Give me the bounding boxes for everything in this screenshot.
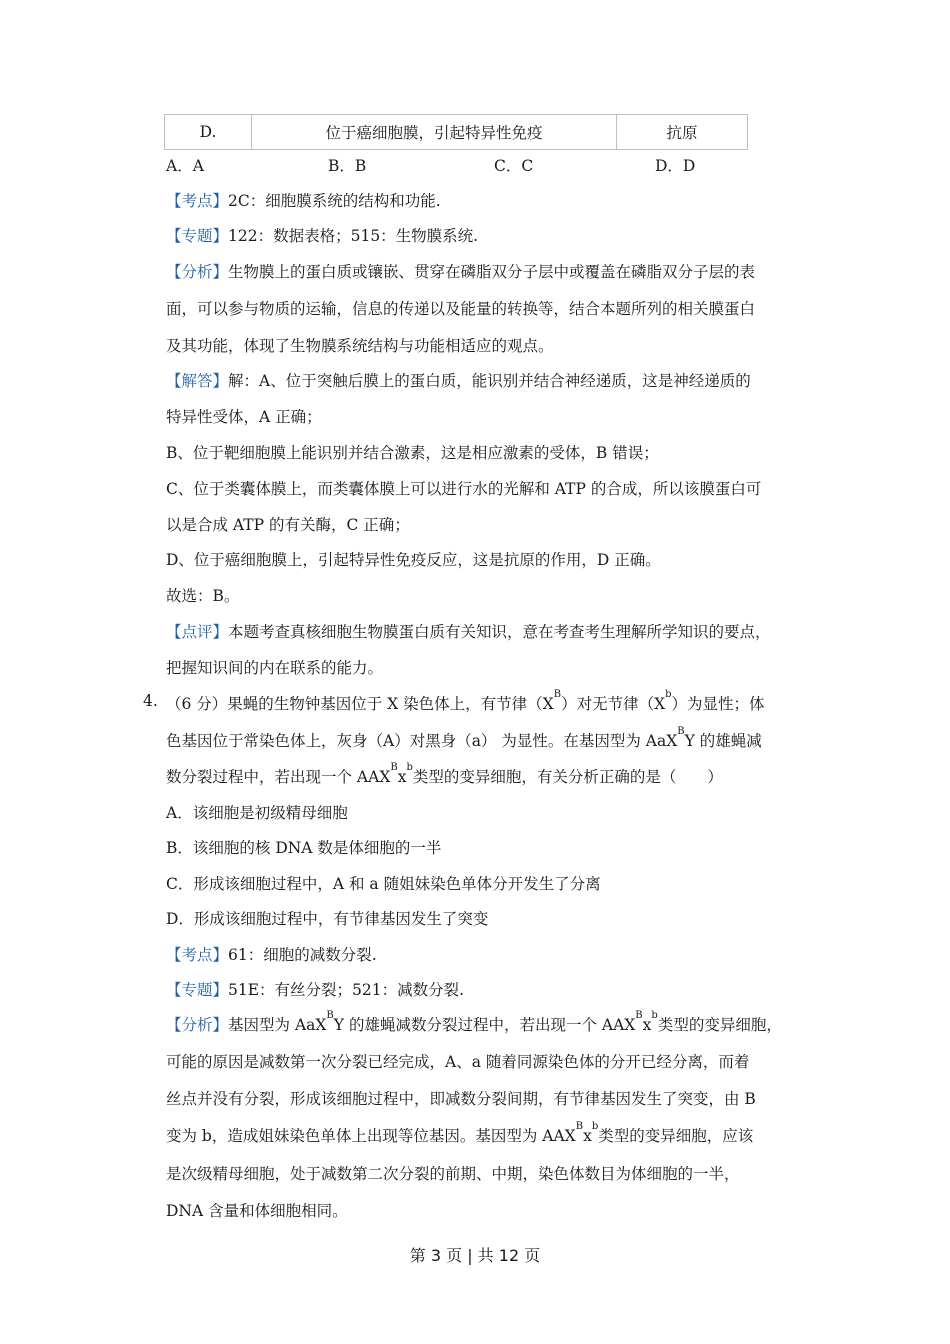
q4-zhuanti-tag: 【专题】 — [166, 981, 229, 999]
superscript: B — [326, 1010, 334, 1021]
q4-fenxi-tag: 【分析】 — [166, 1016, 229, 1034]
q4-kaodian-tag: 【考点】 — [166, 946, 229, 964]
q4-fenxi-line: DNA 含量和体细胞相同。 — [166, 1202, 348, 1220]
choice-b: B．B — [328, 157, 367, 175]
q3-fenxi — [166, 260, 755, 282]
q3-dianping — [166, 620, 771, 642]
q4-fenxi-line — [166, 1121, 754, 1146]
q4-fenxi-text: x — [642, 1016, 652, 1034]
superscript: B — [635, 1010, 643, 1021]
q3-jieda-tag: 【解答】 — [166, 372, 229, 390]
superscript: b — [665, 689, 672, 700]
q4-fenxi-text: 类型的变异细胞， — [657, 1016, 782, 1034]
q3-jieda-line: 以是合成 ATP 的有关酶，C 正确； — [166, 516, 410, 534]
q3-dianping-tag: 【点评】 — [166, 623, 229, 641]
q4-option-c: C．形成该细胞过程中，A 和 a 随姐妹染色单体分开发生了分离 — [166, 875, 601, 893]
superscript: B — [677, 726, 685, 737]
q3-fenxi-line: 生物膜上的蛋白质或镶嵌、贯穿在磷脂双分子层中或覆盖在磷脂双分子层的表 — [228, 263, 756, 281]
q4-fenxi-line: 丝点并没有分裂，形成该细胞过程中，即减数分裂间期，有节律基因发生了突变，由 B — [166, 1090, 756, 1108]
superscript: B — [575, 1121, 584, 1132]
q4-option-d: D．形成该细胞过程中，有节律基因发生了突变 — [166, 910, 489, 928]
superscript: B — [553, 689, 562, 700]
q3-zhuanti-text: 122：数据表格；515：生物膜系统. — [228, 227, 479, 245]
q3-jieda-line: B、位于靶细胞膜上能识别并结合激素，这是相应激素的受体，B 错误； — [166, 444, 659, 462]
q4-zhuanti — [166, 978, 464, 1000]
q4-stem-line — [166, 726, 762, 751]
q3-jieda — [166, 369, 751, 391]
choice-c: C．C — [494, 157, 534, 175]
q4-stem-text: ）对无节律（X — [561, 695, 666, 713]
table-cell-desc: 位于癌细胞膜，引起特异性免疫 — [252, 115, 617, 150]
q3-dianping-line: 把握知识间的内在联系的能力。 — [166, 659, 384, 677]
q4-fenxi-text: Y 的雄蝇减数分裂过程中，若出现一个 AAX — [333, 1016, 636, 1034]
choice-d: D．D — [655, 157, 696, 175]
q4-fenxi-line: 可能的原因是减数第一次分裂已经完成，A、a 随着同源染色体的分开已经分离，而着 — [166, 1053, 750, 1071]
q4-fenxi-text: x — [583, 1127, 592, 1145]
q4-fenxi-line: 是次级精母细胞，处于减数第二次分裂的前期、中期，染色体数目为体细胞的一半， — [166, 1165, 740, 1183]
q4-stem-text: ）为显性；体 — [671, 695, 765, 713]
choice-a: A．A — [166, 157, 204, 175]
q3-zhuanti — [166, 224, 478, 246]
q4-fenxi-text: 基因型为 AaX — [228, 1016, 327, 1034]
q4-option-a: A．该细胞是初级精母细胞 — [166, 804, 348, 822]
q4-stem-text: 类型的变异细胞，有关分析正确的是（ ） — [412, 768, 723, 786]
q4-fenxi-text: 变为 b，造成姐妹染色单体上出现等位基因。基因型为 AAX — [166, 1127, 576, 1145]
q3-jieda-line: 特异性受体，A 正确； — [166, 408, 322, 426]
q4-fenxi-text: 类型的变异细胞，应该 — [598, 1127, 754, 1145]
q3-kaodian — [166, 189, 441, 211]
q4-option-b: B．该细胞的核 DNA 数是体细胞的一半 — [166, 839, 442, 857]
q3-dianping-line: 本题考查真核细胞生物膜蛋白质有关知识，意在考查考生理解所学知识的要点， — [228, 623, 771, 641]
q4-fenxi — [166, 1010, 782, 1035]
superscript: b — [591, 1121, 599, 1132]
page-footer: 第 3 页 | 共 12 页 — [409, 1246, 541, 1265]
option-table — [164, 114, 748, 150]
q4-stem-text: Y 的雄蝇减 — [684, 732, 762, 750]
q4-stem-line — [166, 689, 765, 714]
q4-stem-text: 色基因位于常染色体上，灰身（A）对黑身（a） 为显性。在基因型为 AaX — [166, 732, 678, 750]
table-cell-letter: D. — [165, 115, 252, 150]
q3-kaodian-tag: 【考点】 — [166, 192, 229, 210]
q3-fenxi-tag: 【分析】 — [166, 263, 229, 281]
table-cell-role: 抗原 — [617, 115, 748, 150]
q3-jieda-line: C、位于类囊体膜上，而类囊体膜上可以进行水的光解和 ATP 的合成，所以该膜蛋白可 — [166, 480, 762, 498]
q3-jieda-line: 解：A、位于突触后膜上的蛋白质，能识别并结合神经递质，这是神经递质的 — [228, 372, 751, 390]
q4-stem-text: 数分裂过程中，若出现一个 AAX — [166, 768, 391, 786]
q4-stem-text: x — [397, 768, 407, 786]
q4-stem-text: （6 分）果蝇的生物钟基因位于 X 染色体上，有节律（X — [166, 695, 554, 713]
q4-zhuanti-text: 51E：有丝分裂；521：减数分裂. — [228, 981, 465, 999]
q3-fenxi-line: 面，可以参与物质的运输，信息的传递以及能量的转换等，结合本题所列的相关膜蛋白 — [166, 300, 756, 318]
table-row — [165, 115, 748, 150]
superscript: B — [390, 762, 398, 773]
q3-kaodian-text: 2C：细胞膜系统的结构和功能. — [228, 192, 441, 210]
q3-fenxi-line: 及其功能，体现了生物膜系统结构与功能相适应的观点。 — [166, 337, 554, 355]
superscript: b — [651, 1010, 658, 1021]
q3-jieda-line: 故选：B。 — [166, 587, 240, 605]
q4-kaodian — [166, 943, 377, 965]
q4-kaodian-text: 61：细胞的减数分裂. — [228, 946, 377, 964]
q4-number: 4. — [143, 692, 158, 710]
q4-stem-line — [166, 762, 723, 787]
superscript: b — [406, 762, 413, 773]
q3-jieda-line: D、位于癌细胞膜上，引起特异性免疫反应，这是抗原的作用，D 正确。 — [166, 551, 661, 569]
q3-zhuanti-tag: 【专题】 — [166, 227, 229, 245]
